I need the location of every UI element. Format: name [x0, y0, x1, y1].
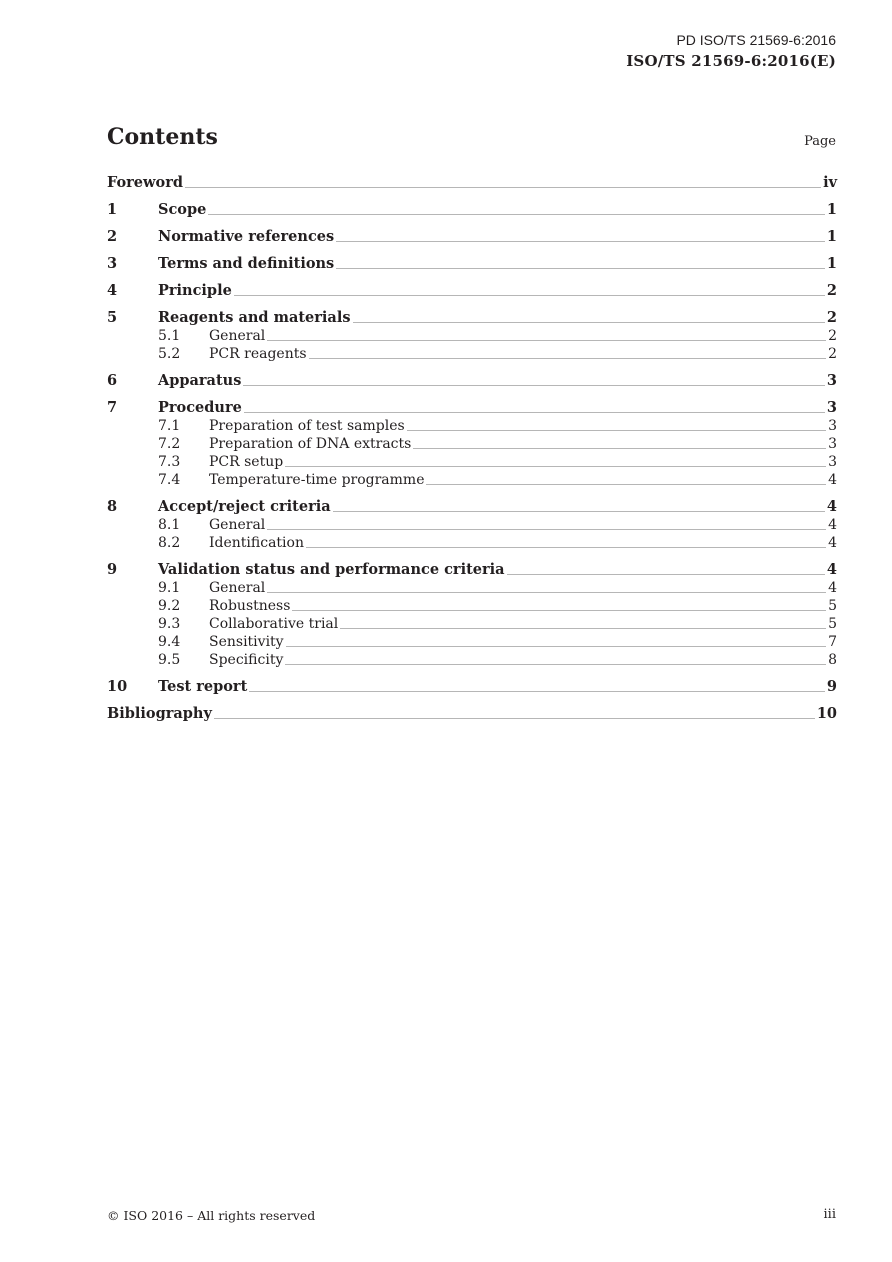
toc-entry[interactable]	[107, 282, 837, 300]
toc-subentry[interactable]	[107, 453, 837, 471]
dot-leader	[286, 646, 826, 647]
toc-subentry[interactable]	[107, 435, 837, 453]
toc-entry-number: 5	[107, 309, 118, 326]
toc-entry-number: 9.2	[158, 598, 181, 614]
dot-leader	[267, 340, 826, 341]
toc-entry-page: 9	[826, 678, 837, 695]
dot-leader	[285, 466, 826, 467]
dot-leader	[185, 187, 821, 188]
toc-entry-number: 9.1	[158, 580, 181, 596]
toc-subentry[interactable]	[107, 471, 837, 489]
toc-entry-title: General	[209, 580, 266, 596]
toc-entry-title: Procedure	[158, 399, 242, 416]
toc-entry-page: 3	[826, 399, 837, 416]
toc-entry-page: 7	[828, 634, 837, 650]
toc-entry-title: Validation status and performance criteria	[158, 561, 505, 578]
toc-subentry[interactable]	[107, 633, 837, 651]
toc-entry-page: 2	[826, 309, 837, 326]
dot-leader	[336, 268, 825, 269]
toc-entry-page: 1	[826, 201, 837, 218]
toc-entry-title: Scope	[158, 201, 207, 218]
toc-entry-title: Robustness	[209, 598, 291, 614]
toc-entry[interactable]	[107, 399, 837, 417]
toc-entry-number: 6	[107, 372, 118, 389]
toc-subentry[interactable]	[107, 417, 837, 435]
toc-entry-page: 3	[828, 418, 837, 434]
dot-leader	[309, 358, 827, 359]
dot-leader	[285, 664, 826, 665]
toc-entry-number: 10	[107, 678, 128, 695]
toc-entry-page: 3	[826, 372, 837, 389]
toc-entry-title: Accept/reject criteria	[158, 498, 331, 515]
toc-entry-title: Foreword	[107, 174, 183, 191]
dot-leader	[208, 214, 825, 215]
toc-subentry[interactable]	[107, 516, 837, 534]
toc-entry-page: 5	[828, 598, 837, 614]
toc-entry-number: 4	[107, 282, 118, 299]
page-column-label: Page	[804, 134, 836, 149]
toc-entry[interactable]	[107, 678, 837, 696]
toc-subentry[interactable]	[107, 327, 837, 345]
dot-leader	[234, 295, 825, 296]
toc-subentry[interactable]	[107, 597, 837, 615]
dot-leader	[336, 241, 825, 242]
toc-entry-title: PCR reagents	[209, 346, 307, 362]
dot-leader	[244, 412, 825, 413]
toc-entry-title: General	[209, 517, 266, 533]
toc-entry-title: Principle	[158, 282, 232, 299]
toc-entry-title: Reagents and materials	[158, 309, 351, 326]
toc-entry-page: 4	[828, 517, 837, 533]
toc-entry-number: 8	[107, 498, 118, 515]
toc-entry-title: Sensitivity	[209, 634, 284, 650]
toc-entry[interactable]	[107, 561, 837, 579]
header-document-id: PD ISO/TS 21569-6:2016	[676, 32, 836, 48]
toc-entry-page: 4	[826, 498, 837, 515]
toc-entry-page: 3	[828, 454, 837, 470]
toc-entry-number: 5.1	[158, 328, 181, 344]
toc-subentry[interactable]	[107, 615, 837, 633]
toc-entry-page: 2	[826, 282, 837, 299]
toc-entry-title: Test report	[158, 678, 248, 695]
toc-entry-page: 10	[816, 705, 837, 722]
toc-entry[interactable]	[107, 372, 837, 390]
header-standard-id: ISO/TS 21569-6:2016(E)	[626, 52, 836, 70]
dot-leader	[292, 610, 826, 611]
toc-entry-title: Identification	[209, 535, 304, 551]
table-of-contents	[107, 174, 837, 723]
dot-leader	[214, 718, 815, 719]
toc-entry-number: 7	[107, 399, 118, 416]
toc-entry-title: Preparation of test samples	[209, 418, 405, 434]
toc-entry-title: Temperature-time programme	[209, 472, 425, 488]
page-title: Contents	[107, 124, 218, 150]
toc-entry-title: Bibliography	[107, 705, 212, 722]
toc-entry-page: 1	[826, 228, 837, 245]
toc-subentry[interactable]	[107, 651, 837, 669]
toc-entry-title: Apparatus	[158, 372, 242, 389]
toc-entry[interactable]	[107, 705, 837, 723]
footer-page-number: iii	[823, 1207, 836, 1222]
toc-entry-page: 3	[828, 436, 837, 452]
toc-entry-number: 9.5	[158, 652, 181, 668]
toc-entry-page: 4	[828, 580, 837, 596]
toc-entry-number: 7.4	[158, 472, 181, 488]
toc-entry-number: 3	[107, 255, 118, 272]
dot-leader	[507, 574, 825, 575]
toc-subentry[interactable]	[107, 345, 837, 363]
toc-entry-number: 1	[107, 201, 118, 218]
toc-entry[interactable]	[107, 255, 837, 273]
footer-copyright: © ISO 2016 – All rights reserved	[107, 1208, 316, 1223]
toc-entry-title: Terms and definitions	[158, 255, 335, 272]
toc-entry[interactable]	[107, 201, 837, 219]
toc-entry-number: 9.4	[158, 634, 181, 650]
toc-entry-page: 1	[826, 255, 837, 272]
toc-entry-number: 9.3	[158, 616, 181, 632]
dot-leader	[267, 592, 826, 593]
toc-entry-number: 8.2	[158, 535, 181, 551]
dot-leader	[306, 547, 826, 548]
toc-entry-number: 2	[107, 228, 118, 245]
dot-leader	[426, 484, 826, 485]
toc-entry-title: PCR setup	[209, 454, 284, 470]
toc-entry-page: 2	[828, 328, 837, 344]
toc-entry-title: General	[209, 328, 266, 344]
toc-entry[interactable]	[107, 174, 837, 192]
toc-entry-page: 5	[828, 616, 837, 632]
dot-leader	[267, 529, 826, 530]
toc-entry-number: 5.2	[158, 346, 181, 362]
toc-entry[interactable]	[107, 309, 837, 327]
dot-leader	[407, 430, 826, 431]
toc-entry-page: iv	[823, 174, 837, 191]
toc-entry-page: 2	[828, 346, 837, 362]
dot-leader	[413, 448, 826, 449]
toc-entry[interactable]	[107, 498, 837, 516]
toc-entry-page: 4	[826, 561, 837, 578]
toc-entry-title: Collaborative trial	[209, 616, 339, 632]
toc-entry-number: 7.2	[158, 436, 181, 452]
dot-leader	[340, 628, 826, 629]
toc-entry-title: Normative references	[158, 228, 335, 245]
toc-entry-number: 8.1	[158, 517, 181, 533]
toc-entry-number: 7.3	[158, 454, 181, 470]
dot-leader	[353, 322, 825, 323]
toc-entry-title: Specificity	[209, 652, 284, 668]
toc-entry-page: 4	[828, 535, 837, 551]
toc-entry-page: 8	[828, 652, 837, 668]
dot-leader	[243, 385, 825, 386]
toc-entry-number: 9	[107, 561, 118, 578]
toc-subentry[interactable]	[107, 534, 837, 552]
toc-subentry[interactable]	[107, 579, 837, 597]
toc-entry-title: Preparation of DNA extracts	[209, 436, 412, 452]
toc-entry[interactable]	[107, 228, 837, 246]
toc-entry-number: 7.1	[158, 418, 181, 434]
dot-leader	[249, 691, 825, 692]
dot-leader	[333, 511, 825, 512]
toc-entry-page: 4	[828, 472, 837, 488]
